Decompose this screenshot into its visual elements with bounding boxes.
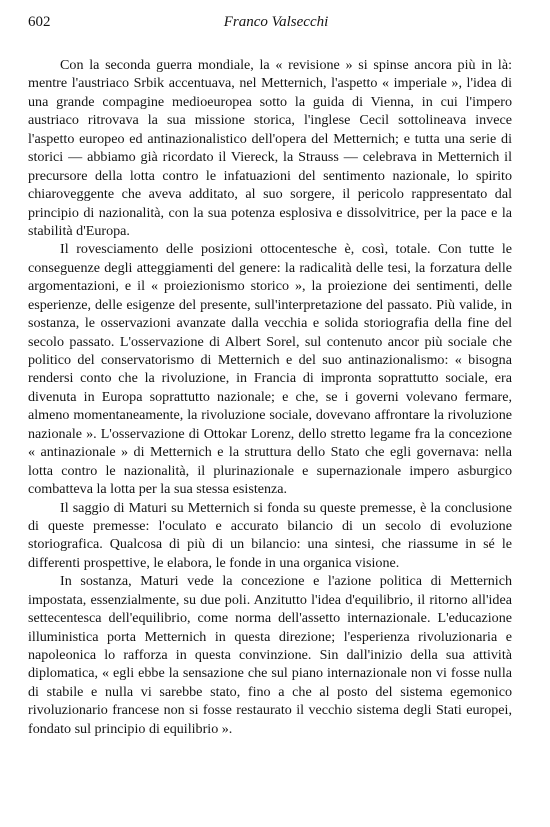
page-number: 602	[28, 14, 51, 30]
running-head	[28, 14, 524, 32]
paragraph: In sostanza, Maturi vede la concezione e l'azione politica di Metternich impostata, essenzialmente, su due poli. Anzitutto l'idea d'equilibrio, il ritorno all'idea settecentesca dell'equilibrio, come norma dell'assetto internazionale. L'educazione illuministica porta Metternich in questa direzione; l'esperienza rivoluzionaria e napoleonica lo rafforza in questa convinzione. Sin dall'inizio della sua attività diplomatica, « egli ebbe la sensazione che sul piano internazionale non vi fosse nulla di stabile e nulla vi sarebbe stato, fino a che al posto del sistema egemonico rivoluzionario francese non si fosse restaurato il vecchio sistema degli Stati europei, fondato sul principio di equilibrio ».	[28, 573, 512, 737]
paragraph: Il rovesciamento delle posizioni ottocentesche è, così, totale. Con tutte le conseguenze degli atteggiamenti del genere: la radicalità delle tesi, la forzatura delle argomentazioni, e il « proiezionismo storico », la proiezione dei sentimenti, delle esperienze, delle esigenze del presente, sull'interpretazione del passato. Più valide, in sostanza, le osservazioni avanzate dalla vecchia e solida storiografia della fine del secolo passato. L'osservazione di Albert Sorel, sul contenuto ancor più sociale che politico del conservatorismo di Metternich e del suo antinazionalismo: « bisogna rendersi conto che la rivoluzione, in Francia di impronta soprattutto sociale, era divenuta in Europa soprattutto nazionale; e che, se i governi volevano fermare, almeno momentaneamente, la rivoluzione sociale, dovevano affrontare la rivoluzione nazionale ». L'osservazione di Ottokar Lorenz, dello stretto legame fra la concezione « antinazionale » di Metternich e la struttura dello Stato che egli governava: nella lotta contro le nazionalità, il plurinazionale e supernazionale impero asburgico combatteva la lotta per la sua stessa esistenza.	[28, 241, 512, 498]
body-text	[28, 56, 512, 738]
paragraph: Il saggio di Maturi su Metternich si fonda su queste premesse, è la conclusione di queste premesse: l'oculato e accurato bilancio di un secolo di evoluzione storiografica. Qualcosa di più di un bilancio: una sintesi, che riassume in sé le differenti prospettive, le elabora, le fonde in una organica visione.	[28, 499, 512, 571]
paragraph: Con la seconda guerra mondiale, la « revisione » si spinse ancora più in là: mentre l'austriaco Srbik accentuava, nel Metternich, l'aspetto « imperiale », l'idea di una grande compagine medioeuropea sotto la guida di Vienna, in cui l'impero austriaco ritrovava la sua missione storica, l'inglese Cecil sottolineava invece l'aspetto europeo ed antinazionalistico dell'opera del Metternich; e tutta una serie di storici — abbiamo già ricordato il Viereck, la Strauss — celebrava in Metternich il precursore della lotta contro le infatuazioni del sentimento nazionale, lo spirito chiaroveggente che aveva additato, al suo sorgere, il pericolo rappresentato dal principio di nazionalità, con la sua potenza esplosiva e dissolvitrice, per la pace e la stabilità d'Europa.	[28, 57, 512, 239]
running-title: Franco Valsecchi	[223, 14, 329, 30]
